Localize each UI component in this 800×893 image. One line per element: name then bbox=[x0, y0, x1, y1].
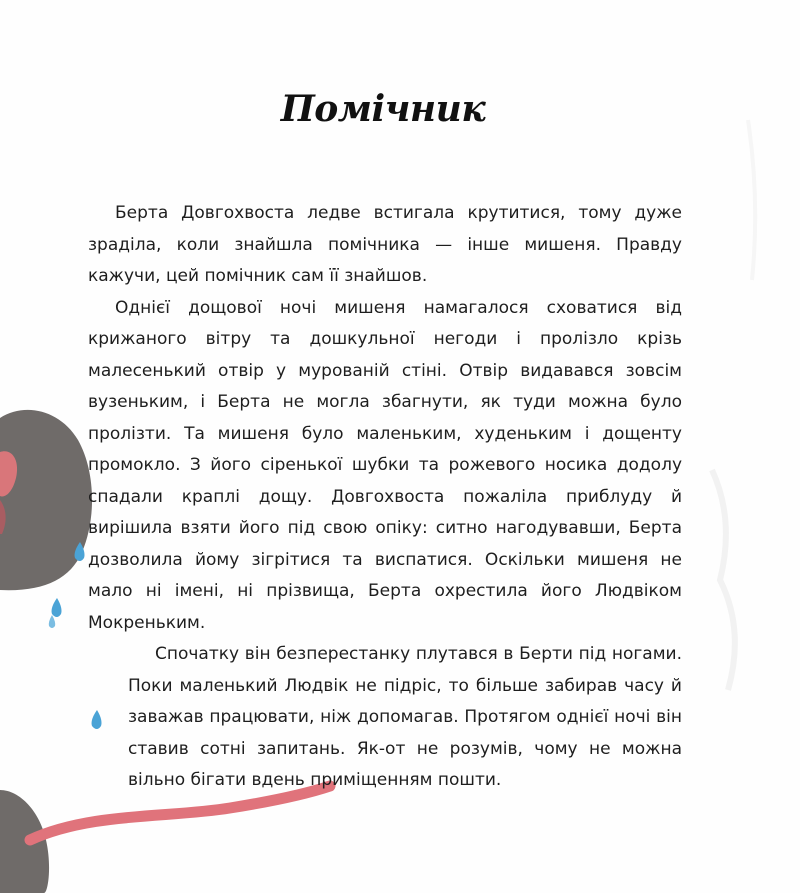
rain-drop-4 bbox=[49, 615, 55, 628]
watercolor-smudge-2 bbox=[748, 120, 755, 280]
watercolor-smudge bbox=[712, 470, 735, 690]
paragraph-1: Берта Довгохвоста ледве встигала крутитися, тому дуже зраділа, коли знайшла помічника — інше мишеня. Правду кажучи, цей помічник сам її знайшов. bbox=[88, 203, 682, 286]
mouse-body-shape bbox=[0, 790, 49, 893]
paragraph-3: Спочатку він безперестанку плутався в Берти під ногами. Поки маленький Людвік не підріс, то більше забирав часу й заважав працювати, ніж допомагав. Протягом однієї ночі він ставив сотні запитань. Як-от не розумів, чому не можна вільно бігати вдень приміщенням пошти. bbox=[128, 644, 682, 790]
chapter-title: Помічник bbox=[280, 88, 486, 130]
paragraph-2: Однієї дощової ночі мишеня намагалося сховатися від крижаного вітру та дошкульної негоди і пролізло крізь малесенький отвір у мурованій стіні. Отвір видавався зовсім вузеньким, і Берта не могла збагнути, як туди можна було пролізти. Та мишеня було маленьким, худеньким і дощенту промокло. З його сіренької шубки та рожевого носика додолу спадали краплі дощу. Довгохвоста пожаліла приблуду й вирішила взяти його під свою опіку: ситно нагодувавши, Берта дозволила йому зігрітися та виспатися. Оскільки мишеня не мало ні імені, ні прізвища, Берта охрестила його Людвіком Мокреньким. bbox=[88, 297, 682, 633]
rain-drop-2 bbox=[52, 598, 62, 617]
body-text bbox=[88, 198, 682, 797]
mouse-head-shape bbox=[0, 410, 92, 590]
